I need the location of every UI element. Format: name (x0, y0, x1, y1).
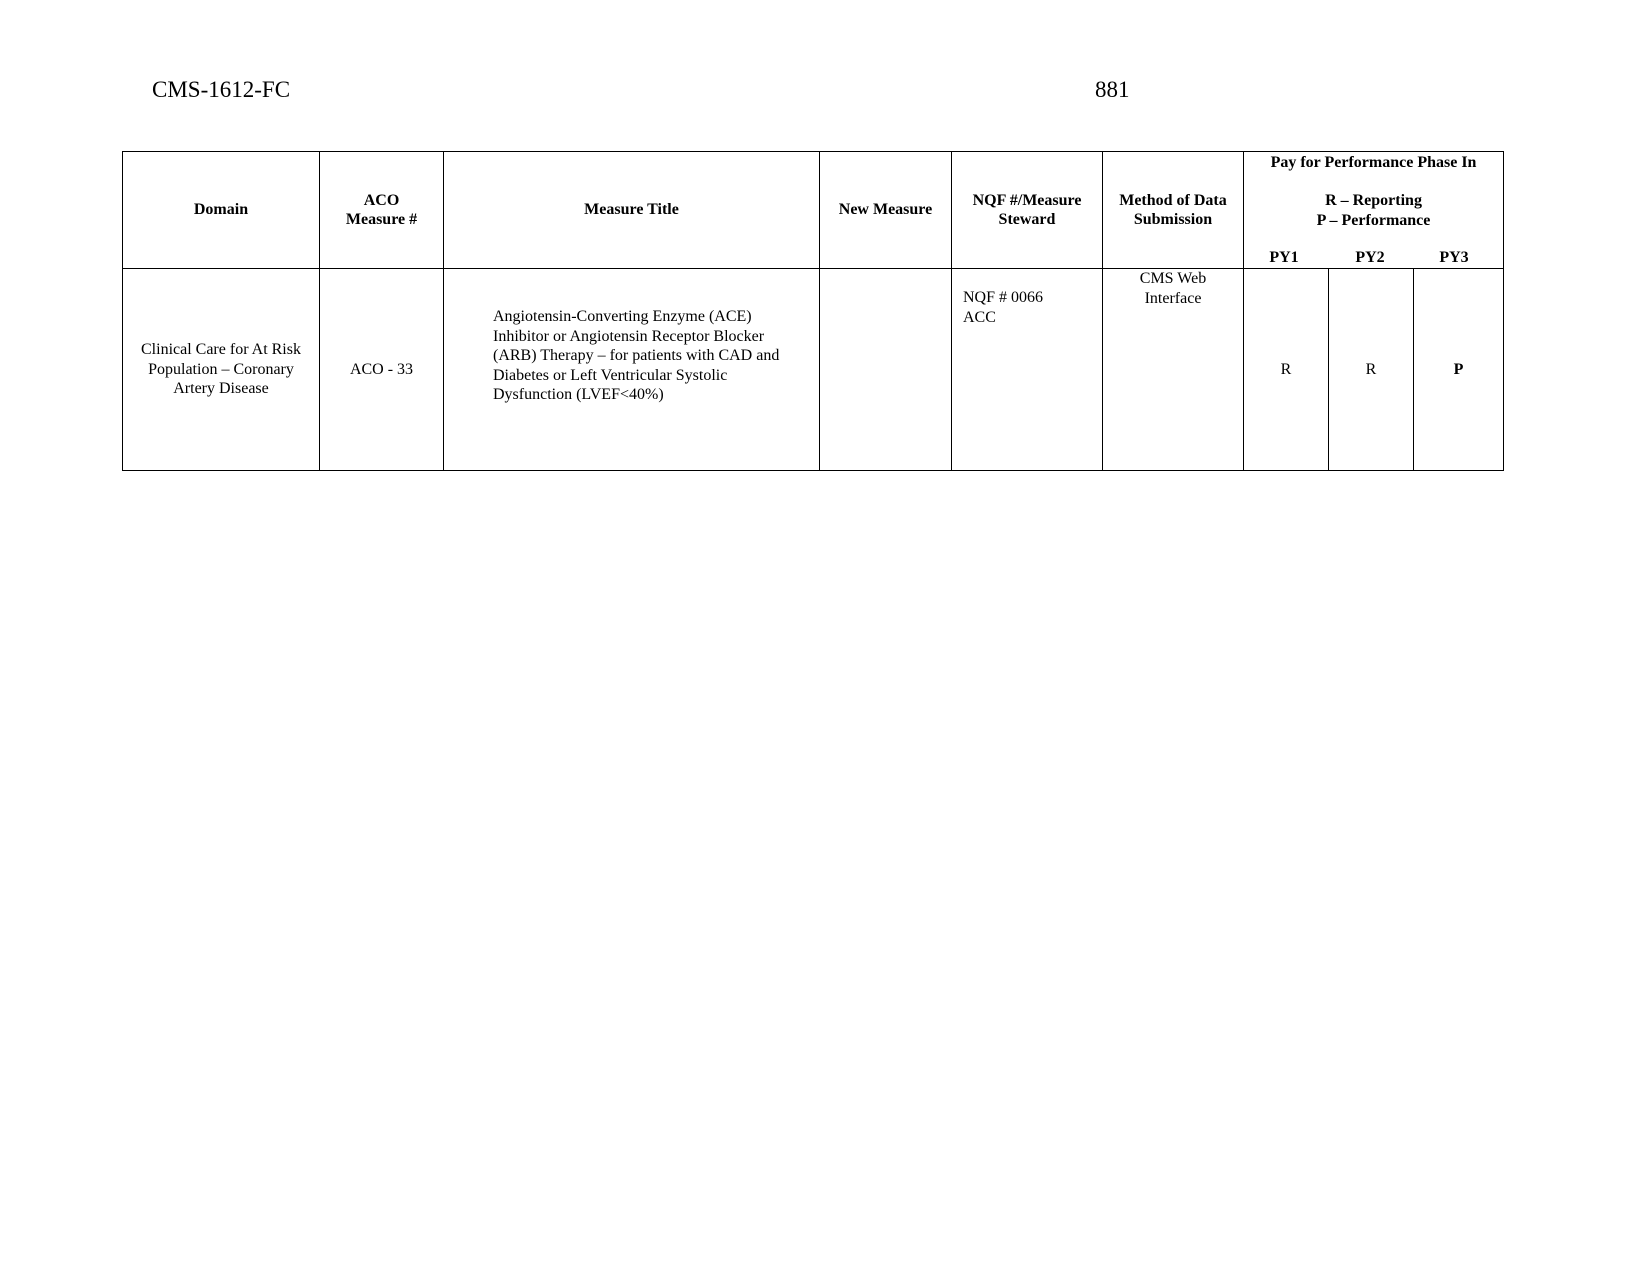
header-aco-measure: ACO Measure # (320, 152, 444, 269)
cell-py1: R (1244, 269, 1329, 471)
header-nqf-steward: NQF #/Measure Steward (952, 152, 1103, 269)
pfp-legend (1244, 191, 1503, 230)
header-py3: PY3 (1439, 249, 1469, 266)
document-id: CMS-1612-FC (152, 77, 291, 102)
page-number: 881 (1095, 77, 1130, 102)
cell-aco-measure: ACO - 33 (320, 269, 444, 471)
cell-domain: Clinical Care for At Risk Population – Coronary Artery Disease (123, 269, 320, 471)
method-text: CMS Web Interface (1139, 270, 1207, 307)
table-row (123, 269, 1504, 471)
pfp-legend-performance: P – Performance (1316, 211, 1431, 229)
header-measure-title: Measure Title (444, 152, 820, 269)
pfp-title: Pay for Performance Phase In (1270, 154, 1477, 171)
pfp-legend-reporting: R – Reporting (1325, 192, 1422, 209)
py-labels (1244, 248, 1503, 268)
header-domain: Domain (123, 152, 320, 269)
measure-steward: ACC (963, 308, 996, 326)
nqf-number: NQF # 0066 (963, 289, 1044, 306)
cell-py3: P (1414, 269, 1504, 471)
header-pay-for-performance (1244, 152, 1504, 269)
header-py2: PY2 (1355, 249, 1385, 266)
header-method: Method of Data Submission (1103, 152, 1244, 269)
table-header-row (123, 152, 1504, 269)
cell-py2: R (1329, 269, 1414, 471)
cell-measure-title: Angiotensin-Converting Enzyme (ACE) Inhibitor or Angiotensin Receptor Blocker (ARB) Therapy – for patients with CAD and Diabetes or Left Ventricular Systolic Dysfunction (LVEF<40%) (444, 269, 820, 471)
cell-nqf-steward (952, 269, 1103, 471)
cell-new-measure (820, 269, 952, 471)
header-new-measure: New Measure (820, 152, 952, 269)
measures-table (122, 151, 1504, 471)
cell-method (1103, 269, 1244, 471)
header-py1: PY1 (1269, 249, 1299, 266)
